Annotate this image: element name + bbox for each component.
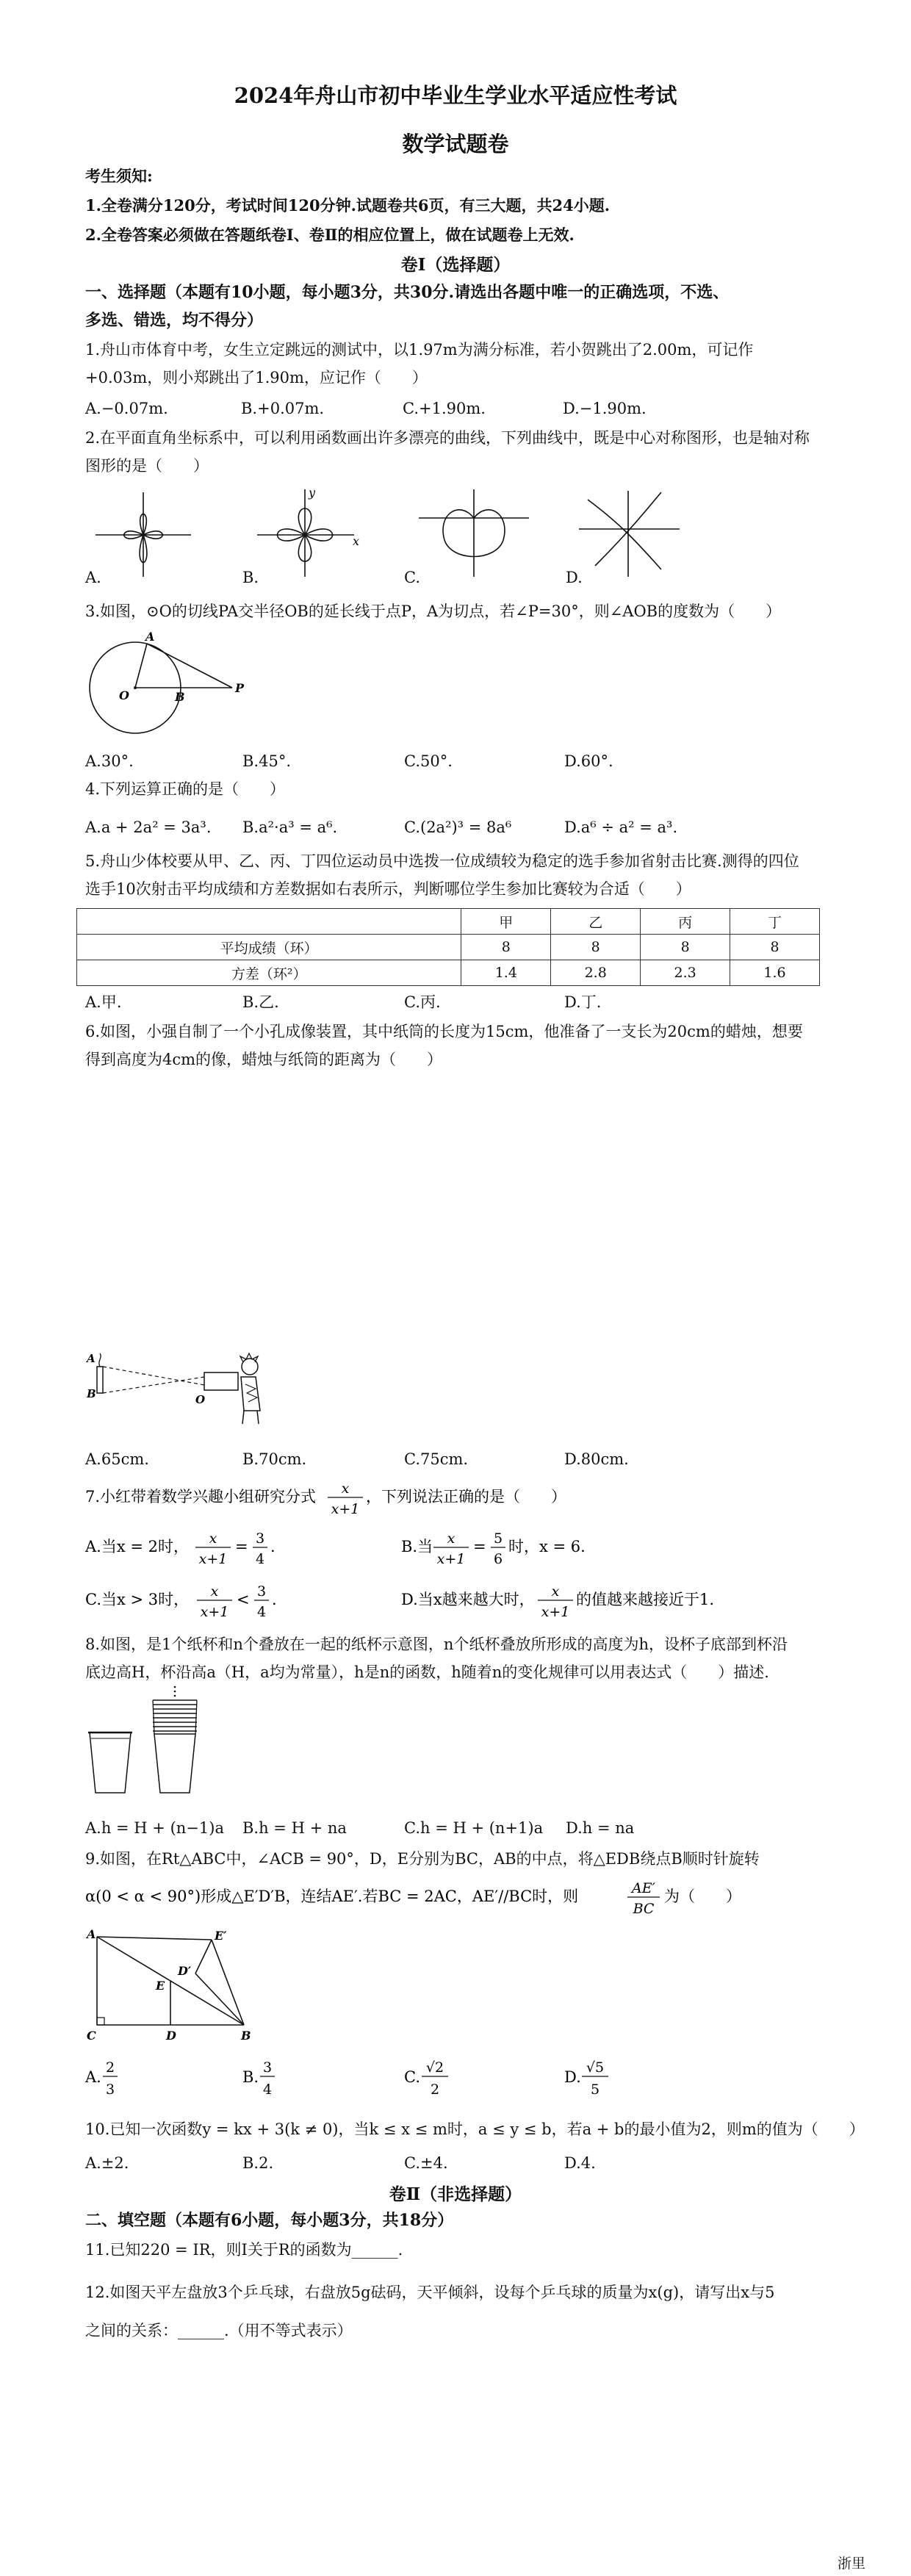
q6-option-a: A.65cm. [85,1450,149,1468]
exam-title: 2024年舟山市初中毕业生学业水平适应性考试 [234,83,677,108]
q9-a-label: A. [85,2068,101,2086]
q3-circle-figure [85,629,247,739]
q8-stem-line1: 8.如图，是1个纸杯和n个叠放在一起的纸杯示意图，n个纸杯叠放所形成的高度为h，设杯子底部到杯沿 [85,1636,788,1653]
q4-option-b: B.a²·a³ = a⁶. [242,819,338,836]
table-header-cell: 乙 [551,909,641,935]
q6-pinhole-figure [87,1352,278,1425]
q9-b-num: 3 [262,2059,273,2076]
q1-option-c: C.+1.90m. [403,400,486,417]
q9-line2-num: AE′ [632,1880,655,1896]
q6-option-c: C.75cm. [404,1450,469,1468]
q9-label-d: D [166,2029,176,2043]
q8-option-a: A.h = H + (n−1)a [85,1819,224,1837]
q7-d-end: 的值越来越接近于1. [576,1591,715,1608]
table-cell: 1.6 [730,960,820,986]
q9-d-den: 5 [590,2082,600,2098]
table-cell: 2.3 [641,960,730,986]
q9-option-d [564,2059,608,2098]
q9-label-b: B [241,2029,251,2043]
q10-option-d: D.4. [564,2154,596,2172]
corner-watermark: 浙里 [837,2555,865,2572]
q2-option-d: D. [566,569,583,586]
q8-option-d: D.h = na [566,1819,635,1837]
q9-a-num: 2 [105,2059,115,2076]
q7-c-post: < [237,1591,250,1608]
q8-cups-figure [87,1690,234,1807]
q6-label-a: A [87,1352,96,1365]
table-cell: 8 [551,935,641,960]
table-header-cell: 丙 [641,909,730,935]
q9-stem-line2 [85,1878,820,1919]
q9-c-num: √2 [425,2059,444,2076]
q2-curve-c-figure [415,485,533,580]
table-cell: 1.4 [461,960,551,986]
q7-b-end: 时，x = 6. [508,1538,586,1555]
q7-d-pre: D.当x越来越大时， [401,1591,535,1608]
q9-a-den: 3 [105,2082,115,2098]
q9-c-den: 2 [430,2082,440,2098]
q1-option-d: D.−1.90m. [563,400,647,417]
table-header-row [77,909,820,935]
q7-b-pre: B.当 [401,1538,433,1555]
q7-option-a [84,1530,276,1567]
q6-label-o: O [195,1393,206,1406]
q7-a-num: x [209,1530,217,1547]
q7-a-pre: A.当x = 2时， [85,1538,189,1555]
exam-subtitle: 数学试题卷 [402,132,509,156]
q2-option-c: C. [404,569,420,586]
q9-stem-line1: 9.如图，在Rt△ABC中，∠ACB = 90°，D，E分别为BC，AB的中点，将△EDB绕点B顺时针旋转 [85,1850,760,1868]
q3-label-b: B [175,690,185,704]
table-cell: 8 [730,935,820,960]
q7-a-post: = [235,1538,248,1555]
q7-stem-pre: 7.小红带着数学兴趣小组研究分式 [85,1488,317,1505]
q5-stem-line2: 选手10次射击平均成绩和方差数据如右表所示，判断哪位学生参加比赛较为合适（ ） [85,880,691,898]
q7-a-rnum: 3 [255,1530,265,1547]
q7-option-d [401,1583,714,1620]
q9-line2-den: BC [633,1901,655,1917]
q1-option-a: A.−0.07m. [85,400,168,417]
q9-triangle-figure [85,1929,262,2047]
q7-a-rden: 4 [255,1551,265,1567]
q7-option-c [85,1583,277,1620]
q9-option-c [404,2059,448,2098]
q7-b-rden: 6 [493,1551,503,1567]
notice-item-2: 2.全卷答案必须做在答题纸卷Ⅰ、卷Ⅱ的相应位置上，做在试题卷上无效. [85,226,575,244]
q9-label-c: C [87,2029,96,2043]
q7-b-rnum: 5 [493,1530,503,1547]
q7-b-post: = [473,1538,486,1555]
q9-label-e: E [156,1979,165,1993]
q6-label-b: B [87,1387,96,1400]
q7-c-den: x+1 [200,1604,229,1620]
q3-option-b: B.45°. [242,752,292,770]
q9-d-num: √5 [586,2059,605,2076]
q8-stem-line2: 底边高H，杯沿高a（H，a均为常量），h是n的函数，h随着n的变化规律可以用表达式（ ）描述. [85,1663,769,1681]
q10-option-b: B.2. [242,2154,274,2172]
q2-curve-d-figure [573,485,683,580]
part1-title: 卷Ⅰ（选择题） [400,255,511,275]
q9-c-label: C. [404,2068,420,2086]
table-row [77,960,820,986]
q2-axis-y-label: y [309,486,316,500]
q3-label-p: P [235,681,245,695]
q10-option-c: C.±4. [404,2154,448,2172]
q1-option-b: B.+0.07m. [241,400,325,417]
q5-option-b: B.乙. [242,993,279,1011]
table-header-cell: 甲 [461,909,551,935]
q2-stem-line2: 图形的是（ ） [85,457,209,475]
q5-option-a: A.甲. [85,993,122,1011]
q9-b-label: B. [242,2068,259,2086]
q3-option-c: C.50°. [404,752,453,770]
q7-options-row2 [85,1580,820,1624]
q7-stem [85,1478,820,1519]
q5-option-c: C.丙. [404,993,441,1011]
table-cell: 平均成绩（环） [77,935,461,960]
q6-option-d: D.80cm. [564,1450,629,1468]
table-cell: 2.8 [551,960,641,986]
q3-label-o: O [119,688,129,702]
q10-stem: 10.已知一次函数y = kx + 3(k ≠ 0)，当k ≤ x ≤ m时，a ≤ y ≤ b，若a + b的最小值为2，则m的值为（ ） [85,2120,865,2138]
q9-d-label: D. [564,2068,581,2086]
table-cell: 方差（环²） [77,960,461,986]
q12-stem-line2: 之间的关系：______.（用不等式表示） [85,2322,353,2339]
q6-stem-line1: 6.如图，小强自制了一个小孔成像装置，其中纸筒的长度为15cm，他准备了一支长为20cm的蜡烛，想要 [85,1023,803,1040]
notice-item-1: 1.全卷满分120分，考试时间120分钟.试题卷共6页，有三大题，共24小题. [85,196,611,215]
q3-label-a: A [145,630,155,644]
q4-option-c: C.(2a²)³ = 8a⁶ [404,819,512,836]
q10-option-a: A.±2. [85,2154,129,2172]
q7-stem-post: ，下列说法正确的是（ ） [366,1488,566,1505]
q7-frac-num: x [341,1481,350,1497]
q2-axis-x-label: x [353,534,360,548]
q2-curve-b-figure [250,485,360,580]
q7-frac-den: x+1 [331,1501,360,1517]
q4-stem: 4.下列运算正确的是（ ） [85,780,286,798]
q7-option-b [401,1530,586,1567]
q2-curve-a-figure [88,485,198,580]
q9-label-a: A [87,1927,96,1941]
q5-option-d: D.丁. [564,993,602,1011]
q9-line2-post: 为（ ） [664,1888,741,1905]
q8-option-b: B.h = H + na [242,1819,347,1837]
q7-c-pre: C.当x > 3时， [85,1591,190,1608]
notice-label: 考生须知: [85,167,153,185]
part2-title: 卷Ⅱ（非选择题） [389,2184,522,2204]
q2-option-b: B. [242,569,259,586]
table-cell: 8 [641,935,730,960]
table-cell: 8 [461,935,551,960]
q7-b-num: x [447,1530,455,1547]
q1-stem-line2: +0.03m，则小郑跳出了1.90m，应记作（ ） [85,369,428,386]
q7-c-rnum: 3 [256,1583,267,1600]
q4-option-d: D.a⁶ ÷ a² = a³. [564,819,678,836]
q5-score-table [76,908,820,986]
q7-c-rden: 4 [256,1604,267,1620]
q9-options [85,2056,820,2103]
q11-stem: 11.已知220 = IR，则I关于R的函数为______. [85,2241,403,2259]
q8-option-c: C.h = H + (n+1)a [404,1819,544,1837]
q9-label-e-prime: E′ [215,1929,227,1943]
q12-stem-line1: 12.如图天平左盘放3个乒乓球，右盘放5g砝码，天平倾斜，设每个乒乓球的质量为x(g)，请写出x与5 [85,2284,775,2301]
q7-a-den: x+1 [198,1551,228,1567]
table-row [77,935,820,960]
q9-line2-pre: α(0 < α < 90°)形成△E′D′B，连结AE′.若BC = 2AC，AE′//BC时，则 [85,1888,579,1905]
q3-option-d: D.60°. [564,752,613,770]
q7-c-end: . [272,1591,277,1608]
table-header-cell [77,909,461,935]
q3-stem: 3.如图，⊙O的切线PA交半径OB的延长线于点P，A为切点，若∠P=30°，则∠AOB的度数为（ ） [85,602,782,620]
q9-b-den: 4 [262,2082,273,2098]
q4-option-a: A.a + 2a² = 3a³. [85,819,212,836]
q7-d-num: x [551,1583,560,1600]
q7-a-end: . [270,1538,276,1555]
section1-heading-line2: 多选、错选，均不得分） [85,311,264,330]
q2-option-a: A. [85,569,101,586]
q1-stem-line1: 1.舟山市体育中考，女生立定跳远的测试中，以1.97m为满分标准，若小贺跳出了2.00m，可记作 [85,341,754,359]
q9-option-b [242,2059,275,2098]
q7-c-num: x [210,1583,219,1600]
q6-stem-line2: 得到高度为4cm的像，蜡烛与纸筒的距离为（ ） [85,1051,443,1068]
q5-stem-line1: 5.舟山少体校要从甲、乙、丙、丁四位运动员中选拨一位成绩较为稳定的选手参加省射击比赛.测得的四位 [85,852,799,870]
q9-option-a [84,2059,118,2098]
q2-stem-line1: 2.在平面直角坐标系中，可以利用函数画出许多漂亮的曲线，下列曲线中，既是中心对称图形，也是轴对称 [85,429,810,447]
q9-label-d-prime: D′ [178,1964,192,1978]
q7-d-den: x+1 [541,1604,570,1620]
q3-option-a: A.30°. [85,752,134,770]
table-header-cell: 丁 [730,909,820,935]
q7-b-den: x+1 [436,1551,466,1567]
section1-heading-line1: 一、选择题（本题有10小题，每小题3分，共30分.请选出各题中唯一的正确选项，不选、 [85,283,730,302]
q7-options-row1 [85,1527,820,1571]
q6-option-b: B.70cm. [242,1450,307,1468]
section2-heading: 二、填空题（本题有6小题，每小题3分，共18分） [85,2211,454,2230]
